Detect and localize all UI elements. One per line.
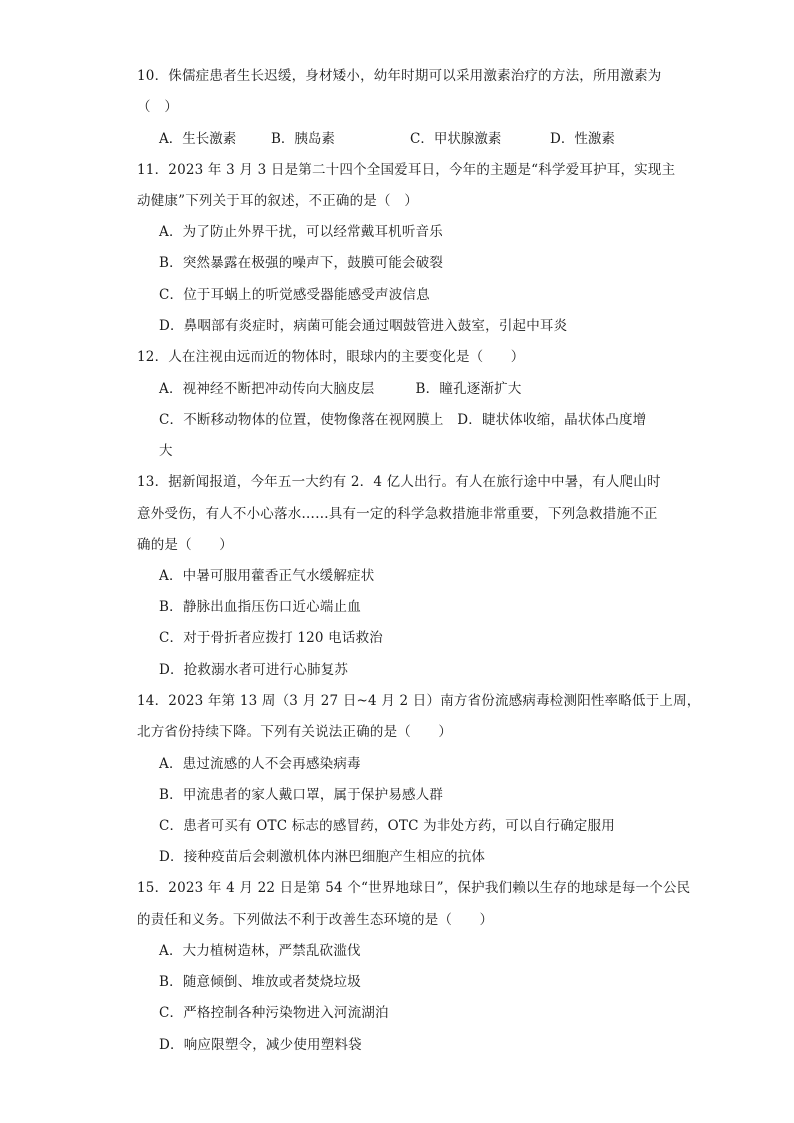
option-a: A．患过流感的人不会再感染病毒 [159, 756, 361, 772]
option-d: D．性激素 [550, 131, 615, 147]
question-stem-line: 12．人在注视由远而近的物体时，眼球内的主要变化是（ ） [137, 349, 525, 365]
question-stem-line: 动健康”下列关于耳的叙述，不正确的是（ ） [137, 193, 419, 209]
question-stem-line: 北方省份持续下降。下列有关说法正确的是（ ） [137, 724, 453, 740]
option-c: C．甲状腺激素 [410, 131, 502, 147]
question-stem-line: 15．2023 年 4 月 22 日是第 54 个“世界地球日”，保护我们赖以生存的地球是每一个公民 [137, 880, 691, 896]
option-c: C．严格控制各种污染物进入河流湖泊 [159, 1005, 389, 1021]
option-line-cd: C．不断移动物体的位置，使物像落在视网膜上 D．睫状体收缩，晶状体凸度增 [159, 412, 647, 428]
option-a: A．为了防止外界干扰，可以经常戴耳机听音乐 [159, 224, 443, 240]
option-a: A．生长激素 [159, 131, 237, 147]
option-line-ab: A．视神经不断把冲动传向大脑皮层 B．瞳孔逐渐扩大 [159, 381, 522, 397]
question-stem-line: 14．2023 年第 13 周（3 月 27 日~4 月 2 日）南方省份流感病毒检测阳性率略低于上周， [137, 693, 701, 709]
option-b: B．胰岛素 [271, 131, 335, 147]
option-a: A．中暑可服用藿香正气水缓解症状 [159, 568, 375, 584]
option-c: C．对于骨折者应拨打 120 电话救治 [159, 630, 383, 646]
option-c: C．位于耳蜗上的听觉感受器能感受声波信息 [159, 287, 430, 303]
question-stem-line: （ ） [137, 99, 179, 115]
question-stem-line: 13．据新闻报道，今年五一大约有 2．4 亿人出行。有人在旅行途中中暑，有人爬山时 [137, 474, 661, 490]
option-b: B．静脉出血指压伤口近心端止血 [159, 599, 361, 615]
question-stem-line: 意外受伤，有人不小心落水……具有一定的科学急救措施非常重要，下列急救措施不正 [137, 506, 658, 522]
option-a: A．大力植树造林，严禁乱砍滥伐 [159, 943, 361, 959]
option-b: B．随意倾倒、堆放或者焚烧垃圾 [159, 974, 361, 990]
option-d: D．抢救溺水者可进行心肺复苏 [159, 662, 349, 678]
option-b: B．突然暴露在极强的噪声下，鼓膜可能会破裂 [159, 255, 444, 271]
option-d: D．响应限塑令，减少使用塑料袋 [159, 1037, 362, 1053]
option-d: D．鼻咽部有炎症时，病菌可能会通过咽鼓管进入鼓室，引起中耳炎 [159, 318, 568, 334]
option-c: C．患者可买有 OTC 标志的感冒药，OTC 为非处方药，可以自行确定服用 [159, 818, 615, 834]
option-b: B．甲流患者的家人戴口罩，属于保护易感人群 [159, 787, 444, 803]
question-stem-line: 确的是（ ） [137, 537, 233, 553]
option-line-continuation: 大 [159, 443, 173, 459]
question-stem-line: 的责任和义务。下列做法不利于改善生态环境的是（ ） [137, 912, 494, 928]
question-stem-line: 11．2023 年 3 月 3 日是第二十四个全国爱耳日，今年的主题是“科学爱耳护耳，实现主 [137, 162, 676, 178]
option-d: D．接种疫苗后会刺激机体内淋巴细胞产生相应的抗体 [159, 849, 486, 865]
question-stem-line: 10．侏儒症患者生长迟缓，身材矮小，幼年时期可以采用激素治疗的方法，所用激素为 [137, 68, 662, 84]
